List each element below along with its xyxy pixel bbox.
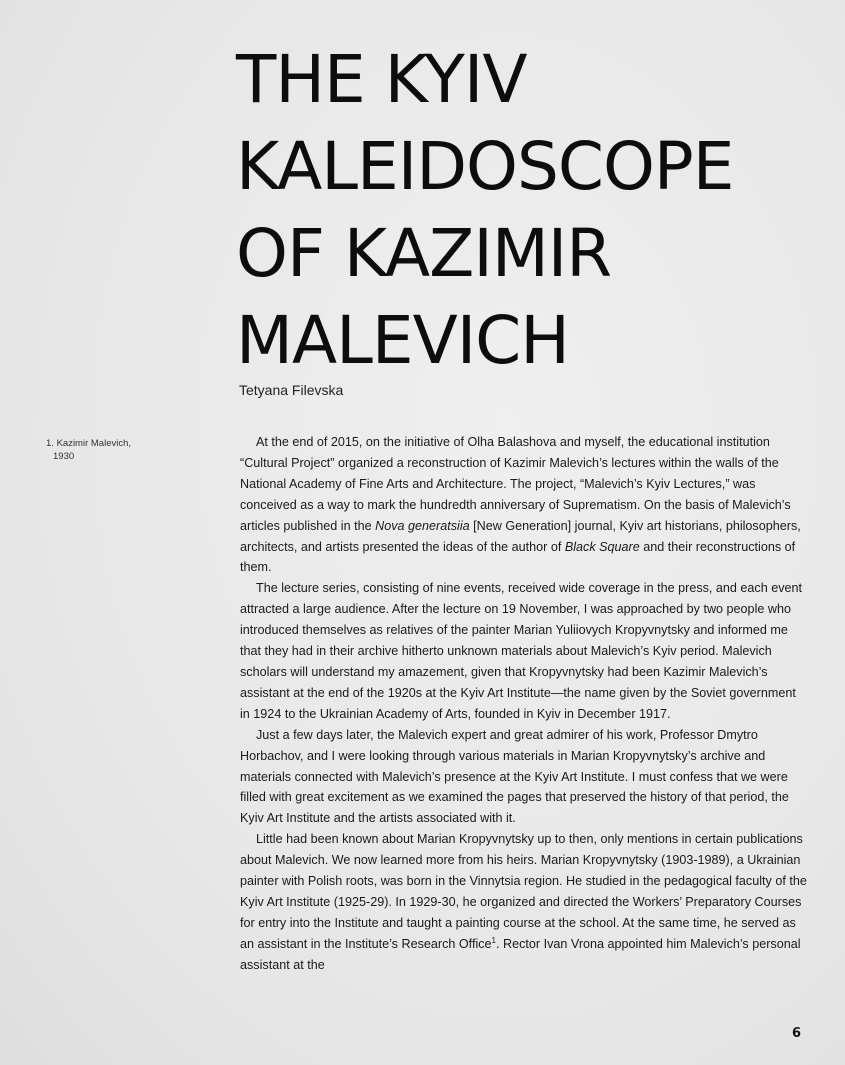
figure-caption [46,437,156,463]
paragraph-4-main: Little had been known about Marian Kropyvnytsky up to then, only mentions in certain publications about Malevich. We now learned more from his heirs. Marian Kropyvnytsky (1903-1989), a Ukrainian painter with Polish roots, was born in the Vinnytsia region. He studied in the pedagogical faculty of the Kyiv Art Institute (1925-29). In 1929-30, he organized and directed the Workers’ Preparatory Courses for entry into the Institute and taught a painting course at the school. At the same time, he served as an assistant in the Institute’s Research Office [240,832,807,951]
page-number: 9 [792,1023,802,1038]
paragraph-1-part-3: and their reconstructions of them. [240,539,796,575]
paragraph-2: The lecture series, consisting of nine events, received wide coverage in the press, and each event attracted a large audience. After the lecture on 19 November, I was approached by two people who introduced themselves as relatives of the painter Marian Yuliiovych Kropyvnytsky and informed me that they had in their archive hitherto unknown materials about Malevich’s Kyiv period. Malevich scholars will understand my amazement, given that Kropyvnytsky had been Kazimir Malevich’s assistant at the end of the 1920s at the Kyiv Art Institute—the name given by the Soviet government in 1924 to the Ukrainian Academy of Arts, founded in Kyiv in December 1917. [240,581,803,721]
paragraph-1 [240,432,808,578]
caption-year: 1930 [53,451,75,462]
title-line-1: THE KYIV [236,41,527,118]
caption-number: 1. [46,438,54,449]
paragraph-4 [240,829,808,975]
caption-text: Kazimir Malevich, [56,438,132,449]
title-line-3: OF KAZIMIR [236,215,612,292]
paragraph-1-part-2: [New Generation] journal, Kyiv art historians, philosophers, architects, and artists presented the ideas of the author of [240,518,801,554]
title-line-2: KALEIDOSCOPE [236,128,734,205]
footnote-marker: 1 [491,935,496,945]
title-line-4: MALEVICH [236,302,569,379]
paragraph-4-tail: . Rector Ivan Vrona appointed him Malevich’s personal assistant at the [240,936,801,972]
paragraph-1-part-1: At the end of 2015, on the initiative of Olha Balashova and myself, the educational institution “Cultural Project” organized a reconstruction of Kazimir Malevich’s lectures within the walls of the National Academy of Fine Arts and Architecture. The project, “Malevich’s Kyiv Lectures,” was conceived as a way to mark the hundredth anniversary of Suprematism. On the basis of Malevich’s articles published in the [240,435,791,533]
article-body [240,432,808,976]
journal-title: Nova generatsiia [375,518,470,533]
author-byline: Tetyana Filevska [239,382,344,398]
article-title [236,36,836,384]
paragraph-3: Just a few days later, the Malevich expert and great admirer of his work, Professor Dmytro Horbachov, and I were looking through various materials in Marian Kropyvnytsky’s archive and materials connected with Malevich’s presence at the Kyiv Art Institute. I must confess that we were filled with great excitement as we examined the pages that preserved the history of that period, the Kyiv Art Institute and the artists associated with it. [240,727,789,826]
artwork-title: Black Square [564,539,640,554]
